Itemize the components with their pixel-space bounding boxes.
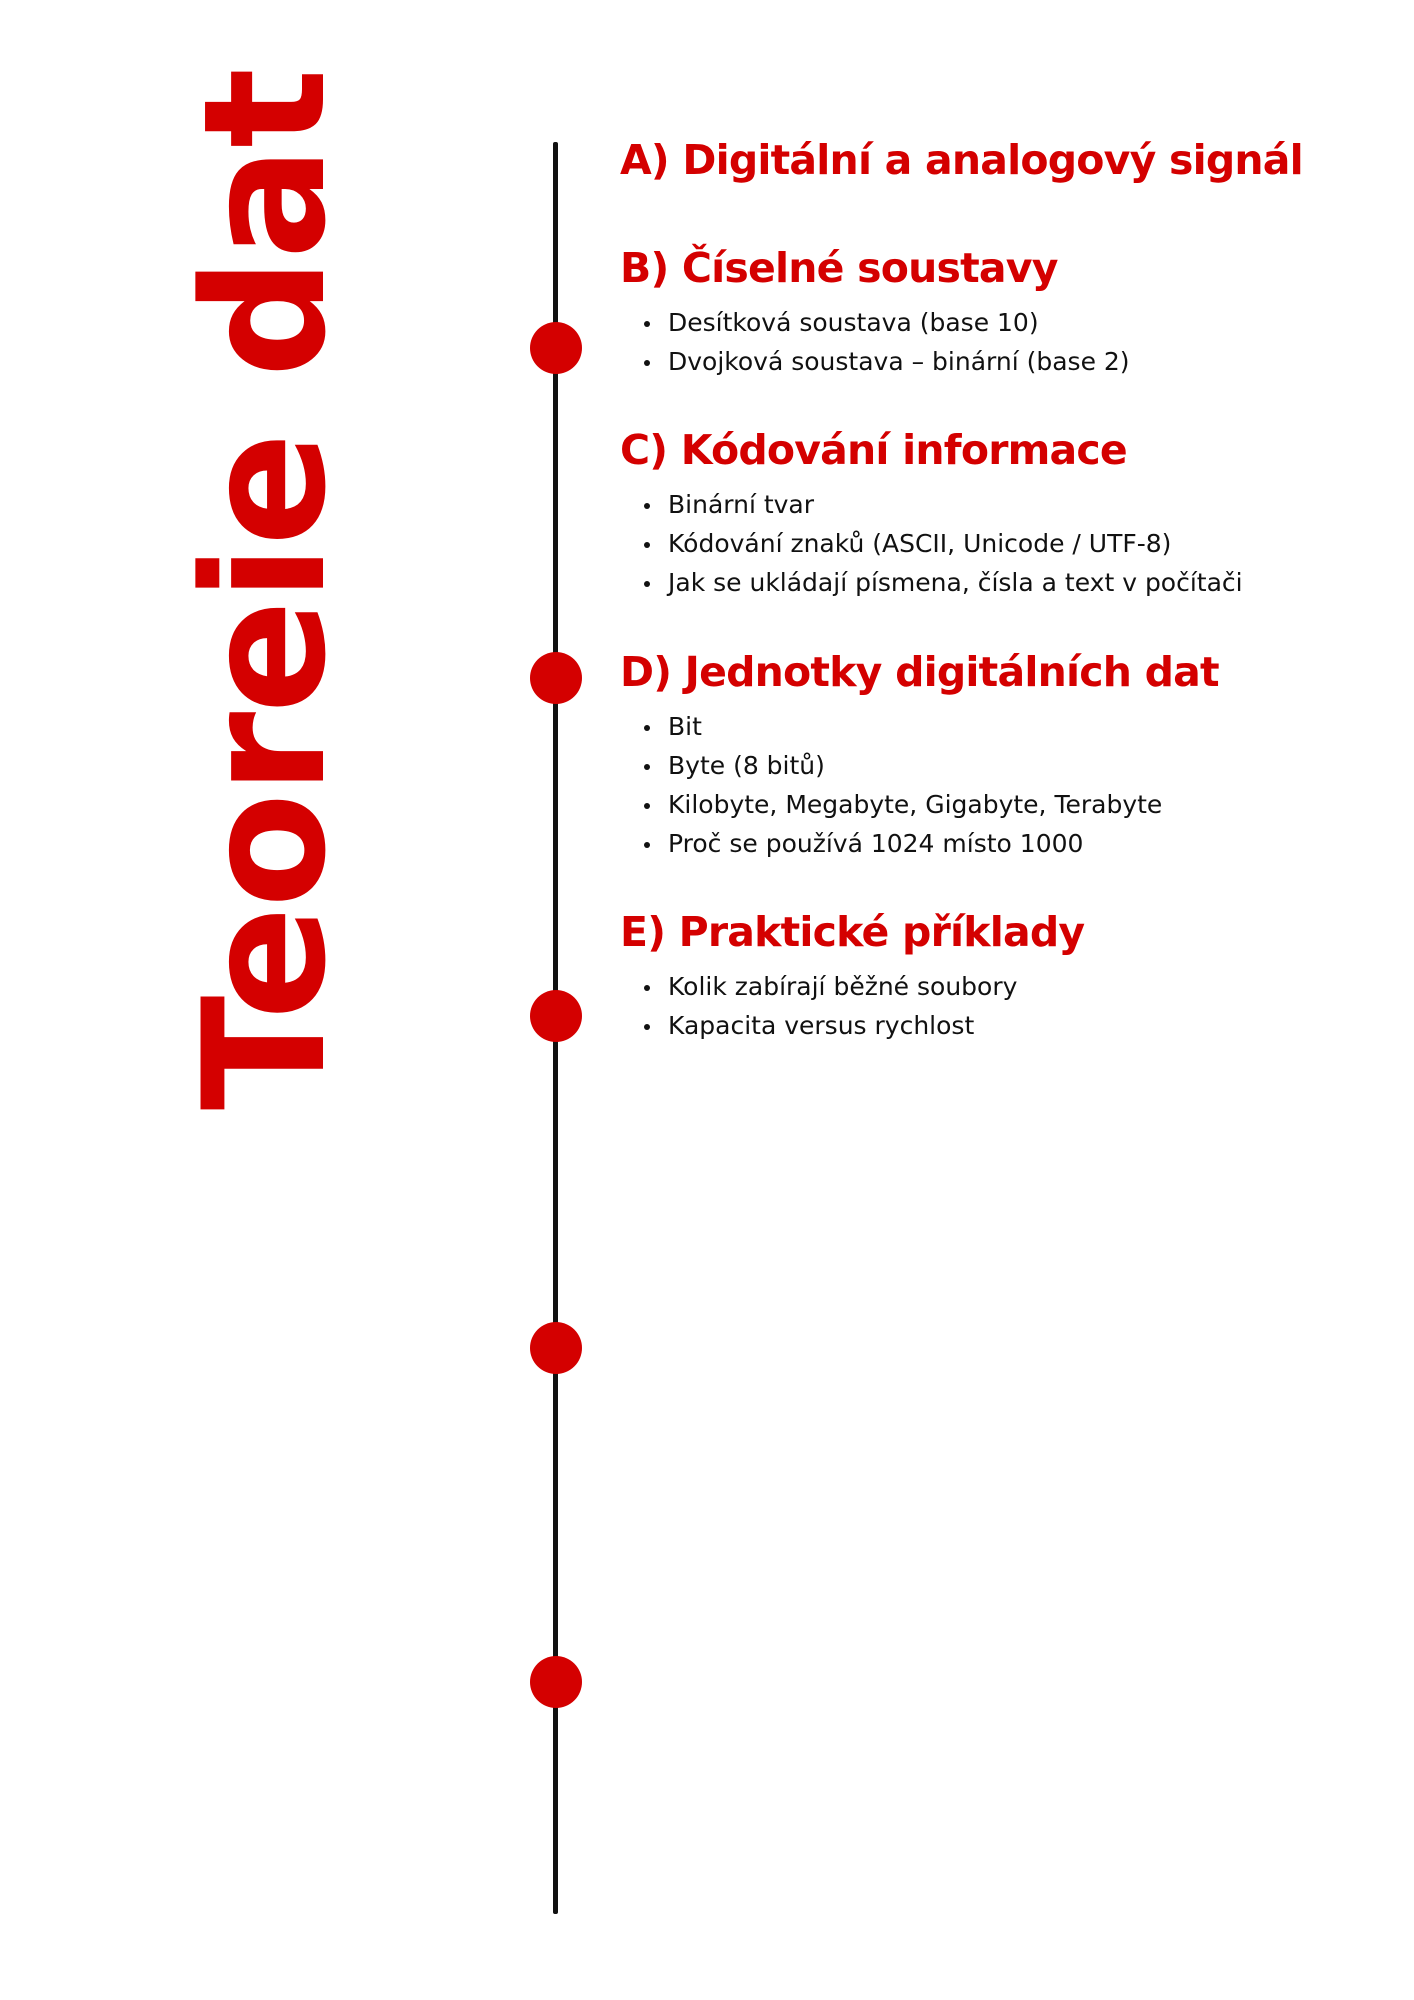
section-a <box>620 136 1303 184</box>
list-item: Binární tvar <box>640 485 1243 524</box>
timeline-dot <box>530 1322 582 1374</box>
section-heading: E) Praktické příklady <box>620 908 1085 956</box>
list-item: Kolik zabírají běžné soubory <box>640 967 1084 1006</box>
list-item: Kilobyte, Megabyte, Gigabyte, Terabyte <box>640 785 1219 824</box>
section-e <box>620 908 1085 1045</box>
timeline-dot <box>530 652 582 704</box>
bullet-list <box>620 707 1219 863</box>
section-heading: B) Číselné soustavy <box>620 244 1058 292</box>
section-c <box>620 426 1243 602</box>
section-heading: D) Jednotky digitálních dat <box>620 648 1219 696</box>
list-item: Kódování znaků (ASCII, Unicode / UTF-8) <box>640 524 1243 563</box>
list-item: Desítková soustava (base 10) <box>640 303 1130 342</box>
title-container <box>167 69 363 1111</box>
list-item: Dvojková soustava – binární (base 2) <box>640 342 1130 381</box>
list-item: Kapacita versus rychlost <box>640 1006 1084 1045</box>
page-title: Teoreie dat <box>167 69 363 1111</box>
section-b <box>620 244 1130 381</box>
section-heading: A) Digitální a analogový signál <box>620 136 1303 184</box>
list-item: Proč se používá 1024 místo 1000 <box>640 824 1219 863</box>
section-heading: C) Kódování informace <box>620 426 1127 474</box>
timeline-dot <box>530 322 582 374</box>
list-item: Byte (8 bitů) <box>640 746 1219 785</box>
timeline-dot <box>530 990 582 1042</box>
list-item: Bit <box>640 707 1219 746</box>
timeline-dot <box>530 1656 582 1708</box>
section-d <box>620 648 1219 863</box>
bullet-list <box>620 967 1084 1045</box>
bullet-list <box>620 485 1243 602</box>
list-item: Jak se ukládají písmena, čísla a text v počítači <box>640 563 1243 602</box>
bullet-list <box>620 303 1130 381</box>
